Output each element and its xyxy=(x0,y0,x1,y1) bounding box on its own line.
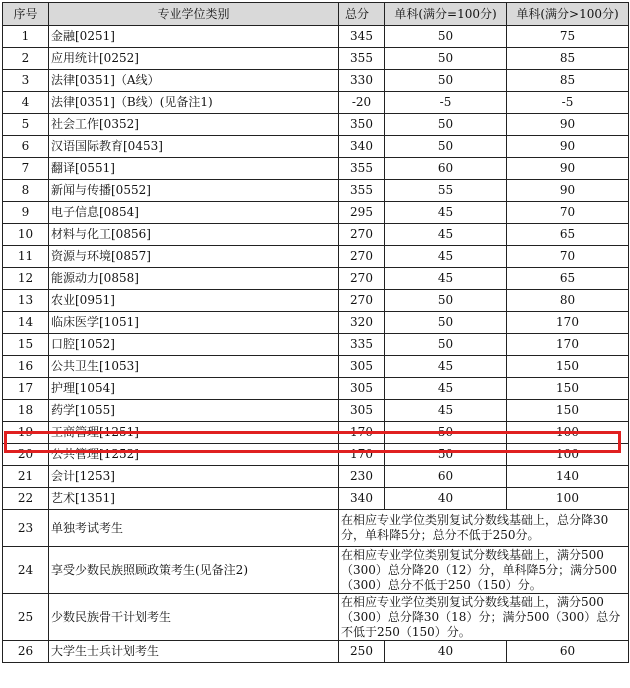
row-index: 9 xyxy=(3,202,49,224)
table-body xyxy=(3,26,629,663)
table-header-row xyxy=(3,3,629,26)
table-row xyxy=(3,641,629,663)
row-single-le100: 50 xyxy=(385,48,507,70)
row-total: 295 xyxy=(339,202,385,224)
row-single-gt100: 140 xyxy=(507,466,629,488)
row-index: 21 xyxy=(3,466,49,488)
row-category: 少数民族骨干计划考生 xyxy=(49,594,339,641)
row-single-gt100: 90 xyxy=(507,114,629,136)
row-category: 护理[1054] xyxy=(49,378,339,400)
row-total: 345 xyxy=(339,26,385,48)
row-single-le100: 50 xyxy=(385,26,507,48)
row-index: 15 xyxy=(3,334,49,356)
table-row xyxy=(3,246,629,268)
row-note: 在相应专业学位类别复试分数线基础上，总分降30分，单科降5分；总分不低于250分。 xyxy=(339,510,629,547)
row-single-gt100: 85 xyxy=(507,48,629,70)
row-total: 350 xyxy=(339,114,385,136)
row-index: 6 xyxy=(3,136,49,158)
table-row xyxy=(3,334,629,356)
row-category: 会计[1253] xyxy=(49,466,339,488)
row-index: 12 xyxy=(3,268,49,290)
row-category: 材料与化工[0856] xyxy=(49,224,339,246)
row-total: 270 xyxy=(339,290,385,312)
row-single-gt100: 90 xyxy=(507,136,629,158)
row-single-le100: 50 xyxy=(385,114,507,136)
row-category: 应用统计[0252] xyxy=(49,48,339,70)
row-single-le100: 50 xyxy=(385,312,507,334)
row-index: 10 xyxy=(3,224,49,246)
table-row xyxy=(3,202,629,224)
row-total: -20 xyxy=(339,92,385,114)
row-index: 13 xyxy=(3,290,49,312)
row-index: 8 xyxy=(3,180,49,202)
row-single-gt100: 65 xyxy=(507,268,629,290)
row-index: 23 xyxy=(3,510,49,547)
table-row xyxy=(3,268,629,290)
table-row xyxy=(3,290,629,312)
row-single-le100: 40 xyxy=(385,488,507,510)
row-single-le100: 50 xyxy=(385,444,507,466)
table-row xyxy=(3,26,629,48)
row-single-gt100: 100 xyxy=(507,444,629,466)
row-index: 17 xyxy=(3,378,49,400)
row-index: 5 xyxy=(3,114,49,136)
row-total: 170 xyxy=(339,444,385,466)
row-category: 金融[0251] xyxy=(49,26,339,48)
special-table-row xyxy=(3,547,629,594)
row-total: 170 xyxy=(339,422,385,444)
table-row xyxy=(3,422,629,444)
row-total: 270 xyxy=(339,246,385,268)
header-single-le100: 单科(满分=100分) xyxy=(385,3,507,26)
row-single-le100: 50 xyxy=(385,70,507,92)
row-index: 24 xyxy=(3,547,49,594)
row-category: 享受少数民族照顾政策考生(见备注2) xyxy=(49,547,339,594)
row-note: 在相应专业学位类别复试分数线基础上，满分500（300）总分降20（12）分，单科降5分；满分500（300）总分不低于250（150）分。 xyxy=(339,547,629,594)
table-row xyxy=(3,92,629,114)
row-single-gt100: 65 xyxy=(507,224,629,246)
row-category: 临床医学[1051] xyxy=(49,312,339,334)
row-total: 250 xyxy=(339,641,385,663)
row-index: 19 xyxy=(3,422,49,444)
row-index: 4 xyxy=(3,92,49,114)
row-total: 355 xyxy=(339,180,385,202)
row-total: 305 xyxy=(339,378,385,400)
row-single-le100: 45 xyxy=(385,224,507,246)
row-index: 3 xyxy=(3,70,49,92)
table-row xyxy=(3,400,629,422)
row-category: 电子信息[0854] xyxy=(49,202,339,224)
row-single-gt100: 80 xyxy=(507,290,629,312)
row-total: 320 xyxy=(339,312,385,334)
row-total: 335 xyxy=(339,334,385,356)
row-single-gt100: 70 xyxy=(507,246,629,268)
row-total: 230 xyxy=(339,466,385,488)
row-single-gt100: 60 xyxy=(507,641,629,663)
header-single-gt100: 单科(满分>100分) xyxy=(507,3,629,26)
row-category: 农业[0951] xyxy=(49,290,339,312)
row-index: 14 xyxy=(3,312,49,334)
row-category: 药学[1055] xyxy=(49,400,339,422)
row-index: 1 xyxy=(3,26,49,48)
table-row xyxy=(3,114,629,136)
row-single-le100: 55 xyxy=(385,180,507,202)
row-single-le100: 45 xyxy=(385,268,507,290)
row-category: 翻译[0551] xyxy=(49,158,339,180)
row-category: 资源与环境[0857] xyxy=(49,246,339,268)
table-row xyxy=(3,312,629,334)
table-row xyxy=(3,356,629,378)
table-row xyxy=(3,158,629,180)
row-single-gt100: 100 xyxy=(507,422,629,444)
table-row xyxy=(3,136,629,158)
score-table xyxy=(2,2,629,663)
row-total: 270 xyxy=(339,268,385,290)
row-single-le100: 50 xyxy=(385,136,507,158)
row-category: 大学生士兵计划考生 xyxy=(49,641,339,663)
row-single-gt100: 150 xyxy=(507,356,629,378)
row-single-le100: 45 xyxy=(385,400,507,422)
row-category: 法律[0351]（A线） xyxy=(49,70,339,92)
row-total: 305 xyxy=(339,400,385,422)
row-category: 公共卫生[1053] xyxy=(49,356,339,378)
row-single-gt100: 90 xyxy=(507,180,629,202)
row-single-le100: 50 xyxy=(385,334,507,356)
row-single-le100: 60 xyxy=(385,466,507,488)
row-index: 7 xyxy=(3,158,49,180)
row-index: 26 xyxy=(3,641,49,663)
row-category: 社会工作[0352] xyxy=(49,114,339,136)
row-single-le100: 40 xyxy=(385,641,507,663)
table-row xyxy=(3,488,629,510)
row-total: 270 xyxy=(339,224,385,246)
row-single-gt100: 150 xyxy=(507,378,629,400)
row-single-le100: 45 xyxy=(385,378,507,400)
table-row xyxy=(3,180,629,202)
row-index: 16 xyxy=(3,356,49,378)
row-single-le100: 45 xyxy=(385,246,507,268)
header-index: 序号 xyxy=(3,3,49,26)
row-index: 18 xyxy=(3,400,49,422)
row-category: 口腔[1052] xyxy=(49,334,339,356)
row-single-gt100: 170 xyxy=(507,334,629,356)
row-total: 355 xyxy=(339,158,385,180)
row-single-gt100: 70 xyxy=(507,202,629,224)
header-total: 总分 xyxy=(339,3,385,26)
row-category: 公共管理[1252] xyxy=(49,444,339,466)
row-category: 单独考试考生 xyxy=(49,510,339,547)
table-row xyxy=(3,444,629,466)
table-row xyxy=(3,224,629,246)
row-total: 330 xyxy=(339,70,385,92)
row-single-gt100: 100 xyxy=(507,488,629,510)
row-total: 355 xyxy=(339,48,385,70)
special-table-row xyxy=(3,510,629,547)
row-single-gt100: 90 xyxy=(507,158,629,180)
row-category: 法律[0351]（B线）(见备注1) xyxy=(49,92,339,114)
table-row xyxy=(3,70,629,92)
row-single-gt100: 85 xyxy=(507,70,629,92)
row-single-gt100: 170 xyxy=(507,312,629,334)
row-total: 340 xyxy=(339,488,385,510)
row-category: 艺术[1351] xyxy=(49,488,339,510)
row-index: 22 xyxy=(3,488,49,510)
row-total: 305 xyxy=(339,356,385,378)
table-row xyxy=(3,48,629,70)
row-single-le100: 60 xyxy=(385,158,507,180)
table-row xyxy=(3,466,629,488)
row-single-le100: 50 xyxy=(385,290,507,312)
row-index: 11 xyxy=(3,246,49,268)
row-single-gt100: -5 xyxy=(507,92,629,114)
row-category: 汉语国际教育[0453] xyxy=(49,136,339,158)
row-single-le100: 45 xyxy=(385,202,507,224)
row-single-gt100: 150 xyxy=(507,400,629,422)
row-single-gt100: 75 xyxy=(507,26,629,48)
row-total: 340 xyxy=(339,136,385,158)
row-single-le100: -5 xyxy=(385,92,507,114)
row-note: 在相应专业学位类别复试分数线基础上，满分500（300）总分降30（18）分；满分500（300）总分不低于250（150）分。 xyxy=(339,594,629,641)
row-index: 20 xyxy=(3,444,49,466)
row-index: 25 xyxy=(3,594,49,641)
row-category: 工商管理[1251] xyxy=(49,422,339,444)
row-category: 新闻与传播[0552] xyxy=(49,180,339,202)
row-index: 2 xyxy=(3,48,49,70)
row-single-le100: 45 xyxy=(385,356,507,378)
row-single-le100: 50 xyxy=(385,422,507,444)
table-row xyxy=(3,378,629,400)
header-category: 专业学位类别 xyxy=(49,3,339,26)
special-table-row xyxy=(3,594,629,641)
row-category: 能源动力[0858] xyxy=(49,268,339,290)
